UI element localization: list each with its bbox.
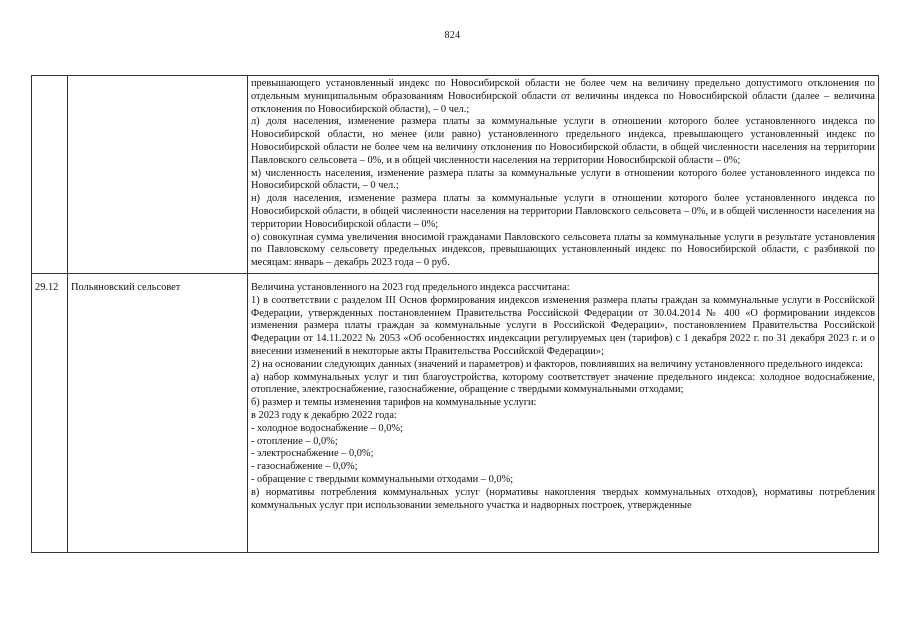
row-number-cell [32, 76, 68, 274]
paragraph: о) совокупная сумма увеличения вносимой гражданами Павловского сельсовета платы за коммунальные услуги в результате установления по Павловскому сельсовету предельных индексов, превышающих установленный индекс по Новосибирской области, с разбивкой по месяцам: январь – декабрь 2023 года – 0 руб. [251, 231, 875, 269]
paragraph: 1) в соответствии с разделом III Основ формирования индексов изменения размера платы граждан за коммунальные услуги в Российской Федерации, утвержденных постановлением Правительства Российской Федерации от 30.04.2014 № 400 «О формировании индексов изменения размера платы граждан за коммунальные услуги в Российской Федерации», постановлением Правительства Российской Федерации от 14.11.2022 № 2053 «Об особенностях индексации регулируемых цен (тарифов) с 1 декабря 2022 г. по 31 декабря 2023 г. и о внесении изменений в некоторые акты Правительства Российской Федерации»; [251, 294, 875, 357]
paragraph: - отопление – 0,0%; [251, 435, 338, 447]
paragraph: н) доля населения, изменение размера платы за коммунальные услуги в отношении которого более установленного индекса по Новосибирской области, в общей численности населения на территории Павловского сельсовета – 0%, и в общей численности населения на территории Новосибирской области – 0%; [251, 193, 875, 230]
row-number-cell: 29.12 [32, 273, 68, 552]
table-row [32, 273, 879, 552]
paragraph: б) размер и темпы изменения тарифов на коммунальные услуги: [251, 397, 537, 409]
paragraph: превышающего установленный индекс по Новосибирской области не более чем на величину предельно допустимого отклонения по отдельным муниципальным образованиям Новосибирской области от величины индекса по Новосибирской области (далее – величина отклонения по Новосибирской области), – 0 чел.; [251, 78, 875, 115]
paragraph: - газоснабжение – 0,0%; [251, 461, 358, 473]
description-cell [248, 76, 879, 274]
page-number: 824 [444, 30, 461, 41]
paragraph: - электроснабжение – 0,0%; [251, 448, 374, 460]
paragraph: л) доля населения, изменение размера платы за коммунальные услуги в отношении которого более установленного индекса по Новосибирской области, но менее (или равно) установленного предельного индекса, превышающего установленный индекс по Новосибирской области не более чем на величину отклонения по Новосибирской области, в общей численности населения на территории Павловского сельсовета – 0%, и в общей численности населения на территории Новосибирской области – 0%; [251, 116, 875, 166]
municipality-name-cell [68, 76, 248, 274]
paragraph: в 2023 году к декабрю 2022 года: [251, 409, 397, 421]
paragraph: в) нормативы потребления коммунальных услуг (нормативы накопления твердых коммунальных отходов), нормативы потребления коммунальных услуг при использовании земельного участка и надворных построек, утвержденные [251, 486, 875, 511]
table-row [32, 76, 879, 274]
paragraph: Величина установленного на 2023 год предельного индекса рассчитана: [251, 281, 570, 293]
paragraph: 2) на основании следующих данных (значений и параметров) и факторов, повлиявших на величину установленного предельного индекса: [251, 358, 864, 370]
document-table [31, 75, 879, 553]
municipality-name-cell: Польяновский сельсовет [68, 273, 248, 552]
paragraph: - холодное водоснабжение – 0,0%; [251, 422, 403, 434]
paragraph: - обращение с твердыми коммунальными отходами – 0,0%; [251, 473, 514, 485]
description-cell [248, 273, 879, 552]
paragraph: м) численность населения, изменение размера платы за коммунальные услуги в отношении которого более установленного индекса по Новосибирской области, – 0 чел.; [251, 167, 875, 192]
paragraph: а) набор коммунальных услуг и тип благоустройства, которому соответствует значение предельного индекса: холодное водоснабжение, отопление, электроснабжение, газоснабжение, обращение с твердыми коммунальными отходами; [251, 371, 875, 396]
